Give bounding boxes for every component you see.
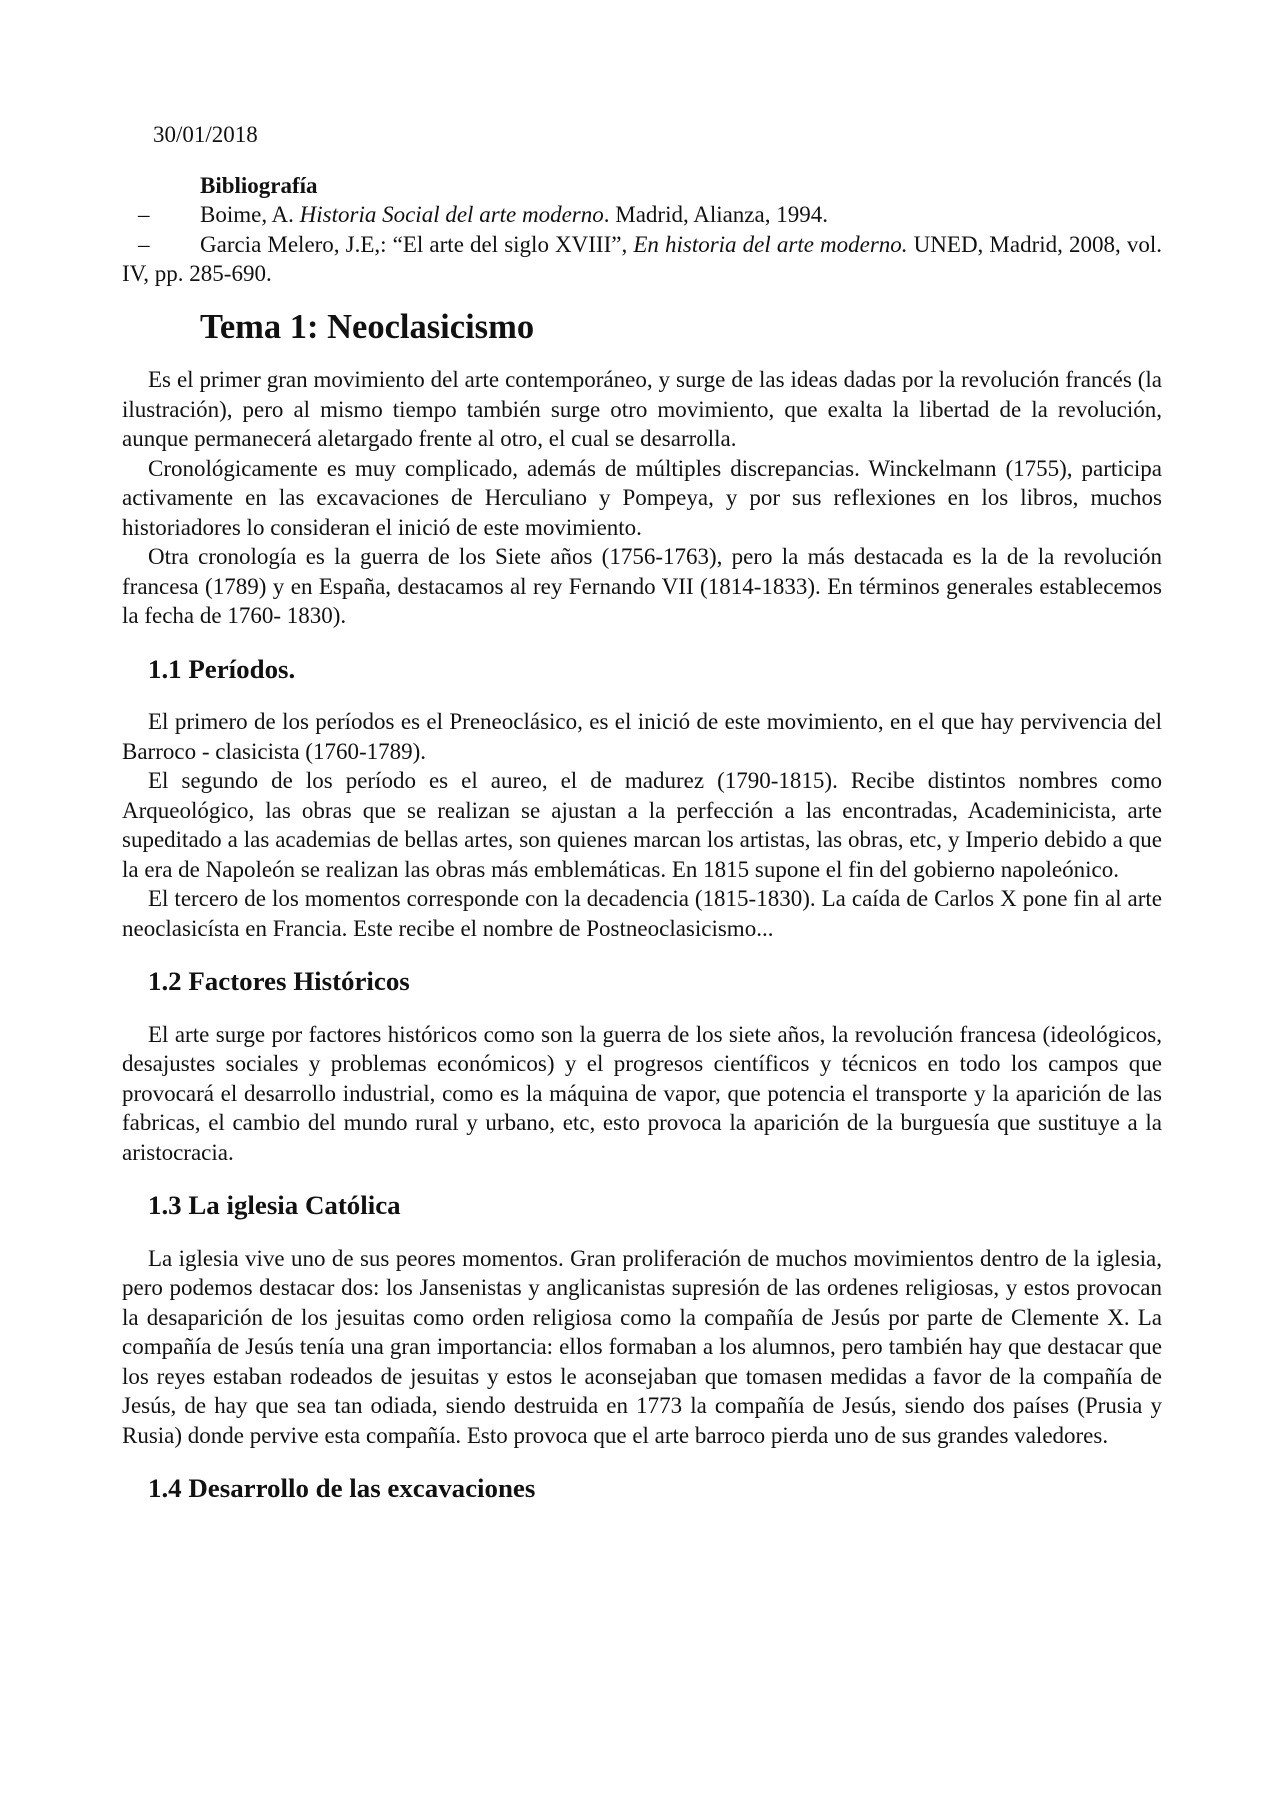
bibliography-title: En historia del arte moderno.: [633, 231, 908, 257]
body-paragraph: El arte surge por factores históricos como son la guerra de los siete años, la revolución francesa (ideológicos, desajustes sociales y problemas económicos) y el progresos científicos y técnicos en todo los campos que provocará el desarrollo industrial, como es la máquina de vapor, que potencia el transporte y la aparición de las fabricas, el cambio del mundo rural y urbano, etc, esto provoca la aparición de la burguesía que sustituye a la aristocracia.: [122, 1021, 1162, 1165]
body-paragraph: El segundo de los período es el aureo, el de madurez (1790-1815). Recibe distintos nombres como Arqueológico, las obras que se realizan se ajustan a la perfección a las encontradas, Academinicista, arte supeditado a las academias de bellas artes, son quienes marcan los artistas, las obras, etc, y Imperio debido a que la era de Napoleón se realizan las obras más emblemáticas. En 1815 supone el fin del gobierno napoleónico.: [122, 768, 1162, 882]
bibliography-title: Historia Social del arte moderno: [299, 202, 604, 227]
bibliography-item: [122, 200, 1162, 230]
section-heading-tema-1: Tema 1: Neoclasicismo: [200, 307, 535, 346]
body-paragraph: Cronológicamente es muy complicado, además de múltiples discrepancias. Winckelmann (1755), participa activamente en las excavaciones de Herculiano y Pompeya, y por sus reflexiones en los libros, muchos historiadores lo consideran el inició de este movimiento.: [122, 455, 1162, 540]
list-dash-marker: –: [138, 231, 150, 257]
section-heading-excavaciones: 1.4 Desarrollo de las excavaciones: [148, 1473, 536, 1503]
body-paragraph: El primero de los períodos es el Preneoclásico, es el inició de este movimiento, en el que hay pervivencia del Barroco - clasicista (1760-1789).: [122, 709, 1162, 764]
bibliography-author: Boime, A.: [200, 202, 300, 227]
body-paragraph: Es el primer gran movimiento del arte contemporáneo, y surge de las ideas dadas por la revolución francés (la ilustración), pero al mismo tiempo también surge otro movimiento, que exalta la libertad de la revolución, aunque permanecerá aletargado frente al otro, el cual se desarrolla.: [122, 367, 1162, 451]
document-date: 30/01/2018: [153, 122, 258, 147]
bibliography-heading: Bibliografía: [200, 172, 318, 198]
bibliography-item: [122, 230, 1162, 289]
body-paragraph: La iglesia vive uno de sus peores momentos. Gran proliferación de muchos movimientos dentro de la iglesia, pero podemos destacar dos: los Jansenistas y anglicanistas supresión de las ordenes religiosas, y estos provocan la desaparición de los jesuitas como orden religiosa como la compañía de Jesús por parte de Clemente X. La compañía de Jesús tenía una gran importancia: ellos formaban a los alumnos, pero también hay que destacar que los reyes estaban rodeados de jesuitas y estos le aconsejaban que tomasen medidas a favor de la compañía de Jesús, de hay que sea tan odiada, siendo destruida en 1773 la compañía de Jesús, siendo dos países (Prusia y Rusia) donde pervive esta compañía. Esto provoca que el arte barroco pierda uno de sus grandes valedores.: [122, 1245, 1162, 1448]
section-heading-iglesia-catolica: 1.3 La iglesia Católica: [148, 1190, 401, 1220]
bibliography-publication: UNED, Madrid, 2008, vol. IV, pp. 285-690.: [122, 231, 1162, 286]
bibliography-list: [122, 200, 1162, 289]
section-heading-periodos: 1.1 Períodos.: [148, 653, 296, 684]
body-paragraph: El tercero de los momentos corresponde con la decadencia (1815-1830). La caída de Carlos X pone fin al arte neoclasicísta en Francia. Este recibe el nombre de Postneoclasicismo...: [122, 886, 1162, 941]
document-content: [122, 120, 1162, 1527]
section-heading-factores-historicos: 1.2 Factores Históricos: [148, 966, 410, 996]
list-dash-marker: –: [138, 202, 150, 227]
bibliography-publication: . Madrid, Alianza, 1994.: [603, 202, 828, 227]
bibliography-author: Garcia Melero, J.E,: “El arte del siglo XVIII”,: [200, 231, 634, 257]
body-paragraph: Otra cronología es la guerra de los Siete años (1756-1763), pero la más destacada es la de la revolución francesa (1789) y en España, destacamos al rey Fernando VII (1814-1833). En términos generales establecemos la fecha de 1760- 1830).: [122, 544, 1162, 628]
